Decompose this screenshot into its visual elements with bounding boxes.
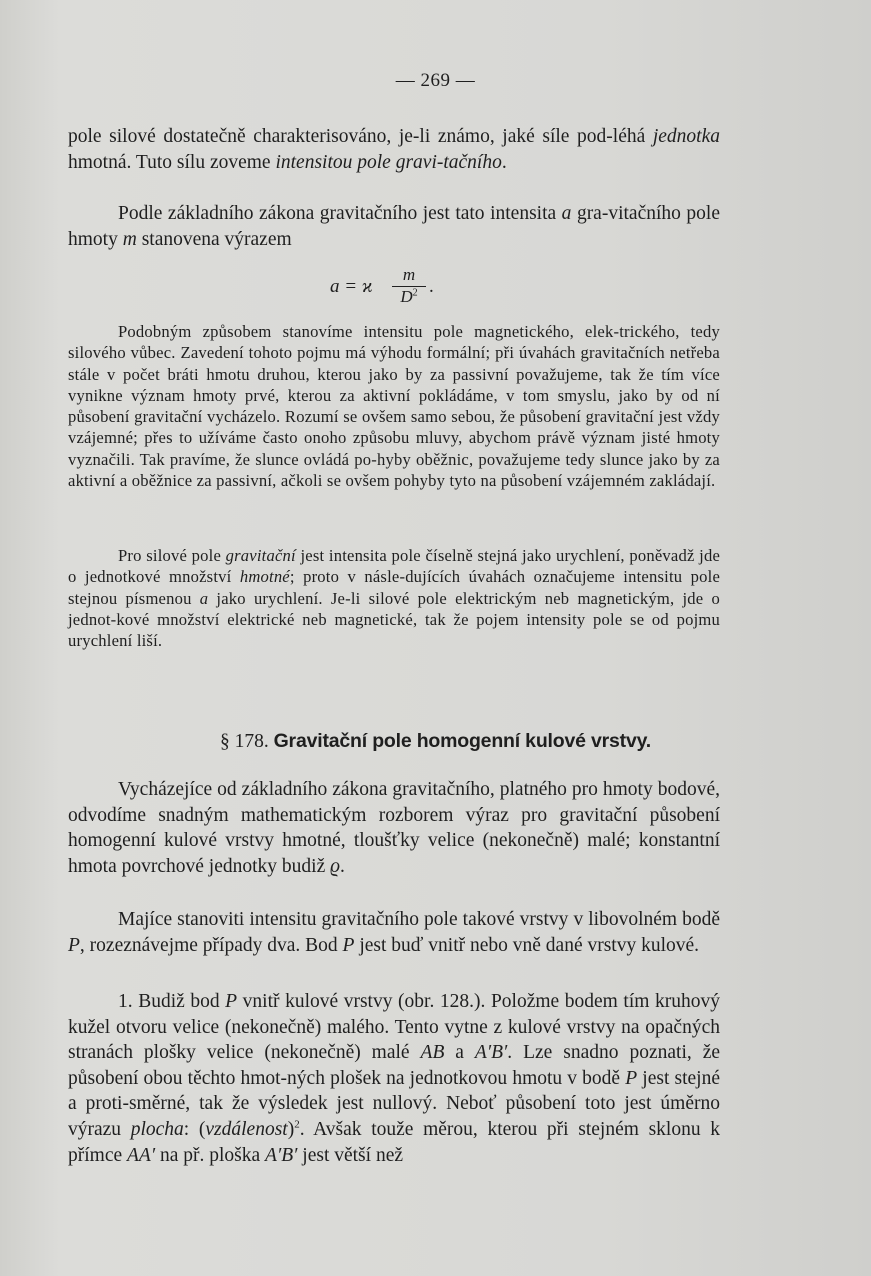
formula-end: .: [429, 276, 434, 297]
paragraph-case-inside: 1. Budiž bod P vnitř kulové vrstvy (obr. 128.). Položme bodem tím kruhový kužel otvoru velice (nekonečně) malého. Tento vytne z kulové vrstvy na opačných stranách plošky velice (nekonečně) malé AB a A′B′. Lze snadno poznati, že působení obou těchto hmot-ných plošek na jednotkovou hmotu v bodě P jest stejné a proti-směrné, tak že výsledek jest nullový. Neboť působení toto jest úměrno výrazu plocha: (vzdálenost)$^2$. Avšak touže měrou, kterou při stejném sklonu k přímce AA′ na př. ploška A′B′ jest větší než: [68, 991, 721, 1166]
paragraph-field-definition: pole silové dostatečně charakterisováno, je-li známo, jaké síle pod-léhá jednotka hmotná. Tuto sílu zoveme intensitou pole gravi-tačního.: [68, 126, 720, 173]
paragraph-section-intro: Vycházejíce od základního zákona gravitačního, platného pro hmoty bodové, odvodíme snadným mathematickým rozborem výraz pro gravitační působení homogenní kulové vrstvy hmotné, tloušťky velice (nekonečně) malé; konstantní hmota povrchové jednotky budiž ϱ.: [68, 779, 720, 877]
paragraph-small-print-2: Pro silové pole gravitační jest intensita pole číselně stejná jako urychlení, poněvadž jde o jednotkové množství hmotné; proto v násle-dujících úvahách označujeme intensitu pole stejnou písmenou a jako urychlení. Je-li silové pole elektrickým neb magnetickým, jde o jednot-kové množství elektrické neb magnetické, tak že pojem intensity pole se od pojmu urychlení liší.: [68, 546, 721, 651]
formula-numerator: m: [402, 265, 416, 284]
intensity-formula: [330, 266, 490, 310]
page-number: — 269 —: [395, 70, 476, 91]
paragraph-two-cases: Majíce stanoviti intensitu gravitačního pole takové vrstvy v libovolném bodě P, rozeznávejme případy dva. Bod P jest buď vnitř nebo vně dané vrstvy kulové.: [68, 909, 720, 956]
formula-lhs: a = ϰ: [330, 276, 373, 297]
section-number: § 178.: [219, 731, 269, 752]
paragraph-intensity-law: Podle základního zákona gravitačního jest tato intensita a gra-vitačního pole hmoty m stanovena výrazem: [68, 203, 720, 250]
paragraph-small-print-1: Podobným způsobem stanovíme intensitu pole magnetického, elek-trického, tedy silového vůbec. Zavedení tohoto pojmu má výhodu formální; při úvahách gravitačních netřeba stále v počet bráti hmotu druhou, kterou jako by za passivní považujeme, tak že tím více vynikne význam hmoty prvé, kterou za aktivní pokládáme, v tom smyslu, jako by od ní působení gravitační vycházelo. Rozumí se ovšem samo sebou, že působení gravitační jest vždy vzájemné; přes to užíváme často onoho způsobu mluvy, abychom právě význam jisté hmoty vyznačili. Tak pravíme, že slunce ovládá po-hyby oběžnic, považujeme tedy slunce jako by za aktivní a oběžnice za passivní, ačkoli se ovšem pohyby tyto na působení vzájemném zakládají.: [68, 322, 720, 491]
section-title: Gravitační pole homogenní kulové vrstvy.: [273, 730, 652, 752]
formula-denominator: $D^2$: [400, 287, 418, 306]
formula-fraction: [392, 266, 426, 306]
section-heading: [0, 730, 871, 753]
formula-exponent: 2: [412, 287, 418, 299]
